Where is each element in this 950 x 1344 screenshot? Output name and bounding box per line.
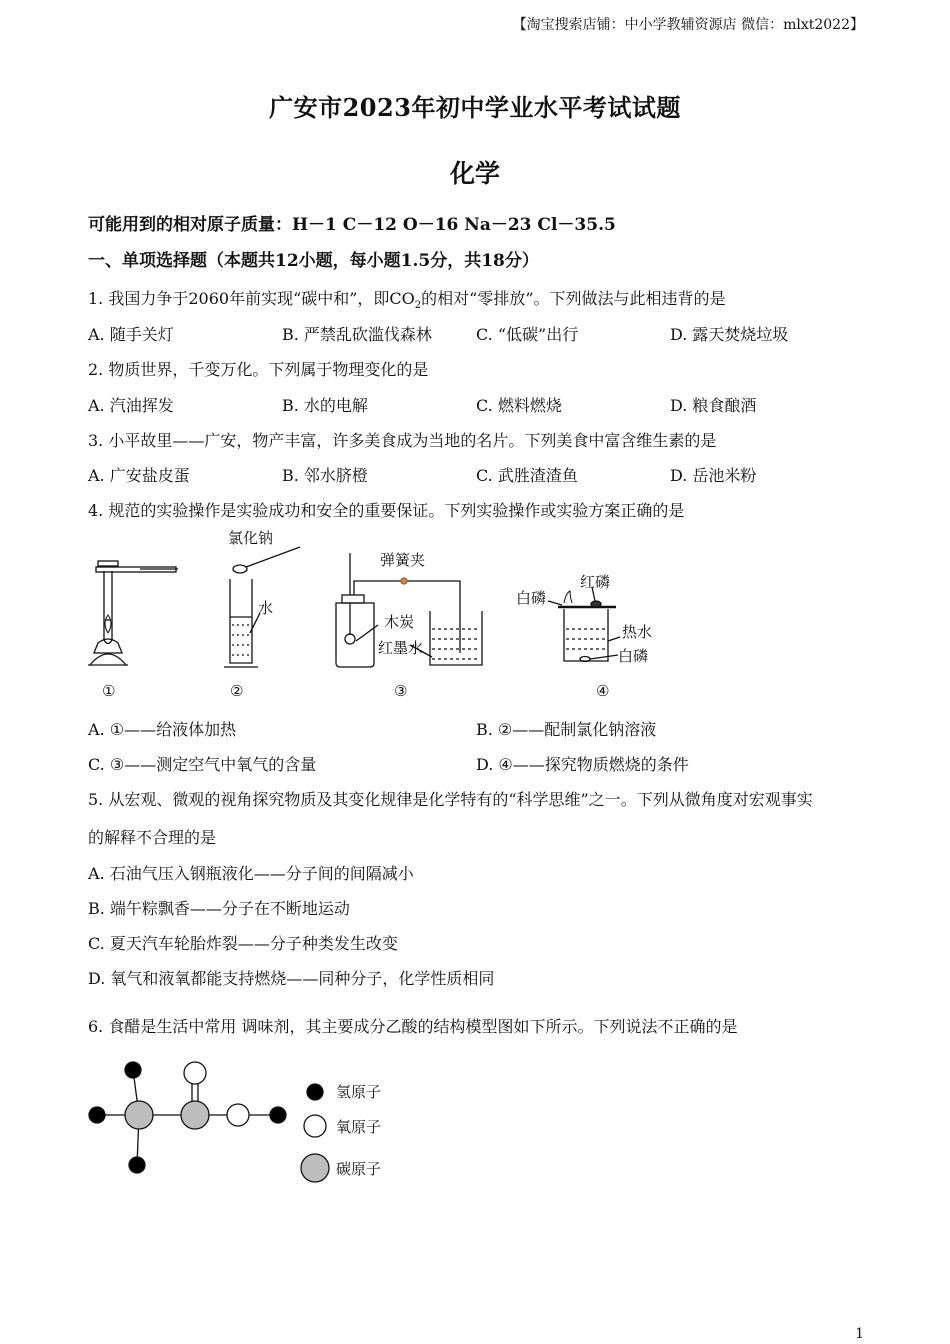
carbon-atom [125,1101,153,1129]
q3-option-a[interactable]: A. 广安盐皮蛋 [88,466,190,485]
q2-option-d[interactable]: D. 粮食酿酒 [670,396,757,415]
apparatus-1-heating [88,561,178,665]
q1-option-c[interactable]: C. “低碳”出行 [476,325,579,344]
q5-option-d[interactable]: D. 氧气和液氧都能支持燃烧——同种分子，化学性质相同 [88,969,495,988]
label-n4: ④ [596,682,610,700]
label-white-phosphorus-bottom: 白磷 [618,647,649,665]
hydrogen-atom [129,1157,145,1173]
q1-option-d[interactable]: D. 露天焚烧垃圾 [670,325,789,344]
legend-oxygen: 氧原子 [336,1118,382,1136]
legend-carbon: 碳原子 [336,1160,382,1178]
q1-option-b[interactable]: B. 严禁乱砍滥伐森林 [282,325,432,344]
q2-option-b[interactable]: B. 水的电解 [282,396,368,415]
q4-stem: 4. 规范的实验操作是实验成功和安全的重要保证。下列实验操作或实验方案正确的是 [88,501,685,520]
q5-option-c[interactable]: C. 夏天汽车轮胎炸裂——分子种类发生改变 [88,934,398,953]
q1-stem: 1. 我国力争于2060年前实现“碳中和”，即$CO_2$的相对“零排放”。下列做法与此相违背的是 [88,289,726,312]
q5-stem-line2: 的解释不合理的是 [88,828,217,847]
hydrogen-atom [89,1107,105,1123]
page-number: 1 [855,1326,864,1342]
legend-hydrogen: 氢原子 [336,1083,382,1101]
atomic-masses: 可能用到的相对原子质量：H－1 C－12 O－16 Na－23 Cl－35.5 [88,215,616,235]
legend-carbon-icon [301,1154,329,1182]
label-charcoal: 木炭 [384,613,415,631]
label-clip: 弹簧夹 [380,551,426,569]
oxygen-atom [184,1062,206,1084]
q4-option-b[interactable]: B. ②——配制氯化钠溶液 [476,720,657,739]
legend-hydrogen-icon [307,1084,323,1100]
q5-option-b[interactable]: B. 端午粽飘香——分子在不断地运动 [88,899,350,918]
label-white-phosphorus-top: 白磷 [516,589,547,607]
q4-apparatus-figure [80,525,680,705]
q2-stem: 2. 物质世界，千变万化。下列属于物理变化的是 [88,360,429,379]
header-note: 【淘宝搜索店铺：中小学教辅资源店 微信：mlxt2022】 [512,17,864,33]
label-red-ink: 红墨水 [378,639,424,657]
subject-title: 化学 [449,159,500,188]
q2-option-a[interactable]: A. 汽油挥发 [88,396,174,415]
label-nacl: 氯化钠 [228,529,274,547]
page-title: 广安市2023年初中学业水平考试试题 [269,93,681,122]
q1-option-a[interactable]: A. 随手关灯 [88,325,174,344]
q5-stem-line1: 5. 从宏观、微观的视角探究物质及其变化规律是化学特有的“科学思维”之一。下列从微角度对宏观事实 [88,790,813,809]
q4-option-a[interactable]: A. ①——给液体加热 [88,720,237,739]
section-heading: 一、单项选择题（本题共12小题，每小题1.5分，共18分） [88,251,539,271]
q4-option-d[interactable]: D. ④——探究物质燃烧的条件 [476,755,689,774]
q3-stem: 3. 小平故里——广安，物产丰富，许多美食成为当地的名片。下列美食中富含维生素的是 [88,431,717,450]
q3-option-b[interactable]: B. 邻水脐橙 [282,466,368,485]
label-red-phosphorus: 红磷 [580,573,611,591]
label-n1: ① [102,682,116,700]
hydrogen-atom [270,1107,286,1123]
oxygen-atom [227,1104,249,1126]
label-water: 水 [258,599,274,617]
label-n2: ② [230,682,244,700]
carbon-atom [181,1101,209,1129]
apparatus-4-combustion [548,587,620,662]
q3-option-d[interactable]: D. 岳池米粉 [670,466,757,485]
acetic-acid-model [80,1055,420,1195]
legend-oxygen-icon [304,1115,326,1137]
hydrogen-atom [125,1062,141,1078]
q3-option-c[interactable]: C. 武胜渣渣鱼 [476,466,578,485]
q2-option-c[interactable]: C. 燃料燃烧 [476,396,562,415]
q6-stem: 6. 食醋是生活中常用 调味剂，其主要成分乙酸的结构模型图如下所示。下列说法不正确的是 [88,1017,738,1036]
q5-option-a[interactable]: A. 石油气压入钢瓶液化——分子间的间隔减小 [88,864,414,883]
label-hot-water: 热水 [622,623,653,641]
q4-option-c[interactable]: C. ③——测定空气中氧气的含量 [88,755,317,774]
label-n3: ③ [394,682,408,700]
